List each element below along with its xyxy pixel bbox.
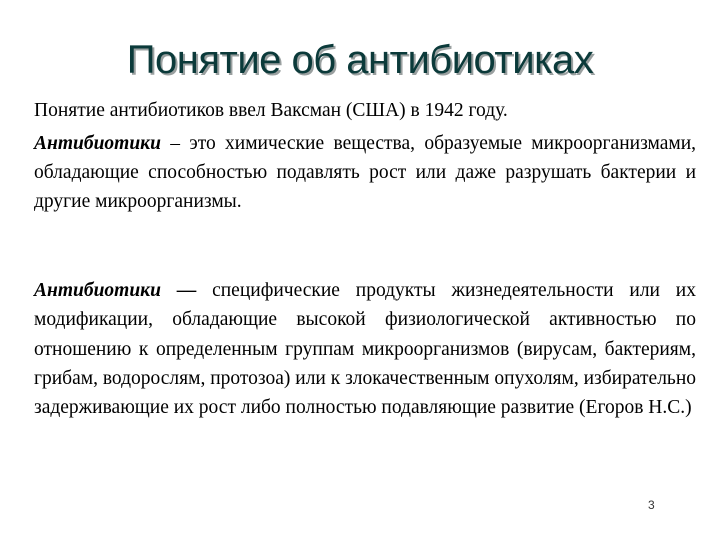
page-number: 3 bbox=[648, 498, 655, 512]
slide-title: Понятие об антибиотиках bbox=[126, 38, 594, 82]
intro-text: Понятие антибиотиков ввел Ваксман (США) в 1942 году. bbox=[34, 100, 508, 121]
definition-2-term: Антибиотики bbox=[34, 280, 161, 301]
definition-2-dash: — bbox=[176, 280, 197, 301]
definition-1-text: – это химические вещества, образуемые микроорганизмами, обладающие способностью подавлять рост или даже разрушать бактерии и другие микроорганизмы. bbox=[34, 133, 697, 212]
definition-1-term: Антибиотики bbox=[34, 133, 161, 154]
definition-2-text: специфические продукты жизнедеятельности или их модификации, обладающие высокой физиологической активностью по отношению к определенным группам микроорганизмов (вирусам, бактериям, грибам, водорослям, протозоа) или к злокачественным опухолям, избирательно задерживающие их рост либо полностью подавляющие развитие (Егоров Н.С.) bbox=[34, 280, 697, 419]
definition-1 bbox=[34, 129, 696, 216]
intro-block bbox=[34, 99, 696, 216]
definition-2 bbox=[34, 276, 696, 422]
